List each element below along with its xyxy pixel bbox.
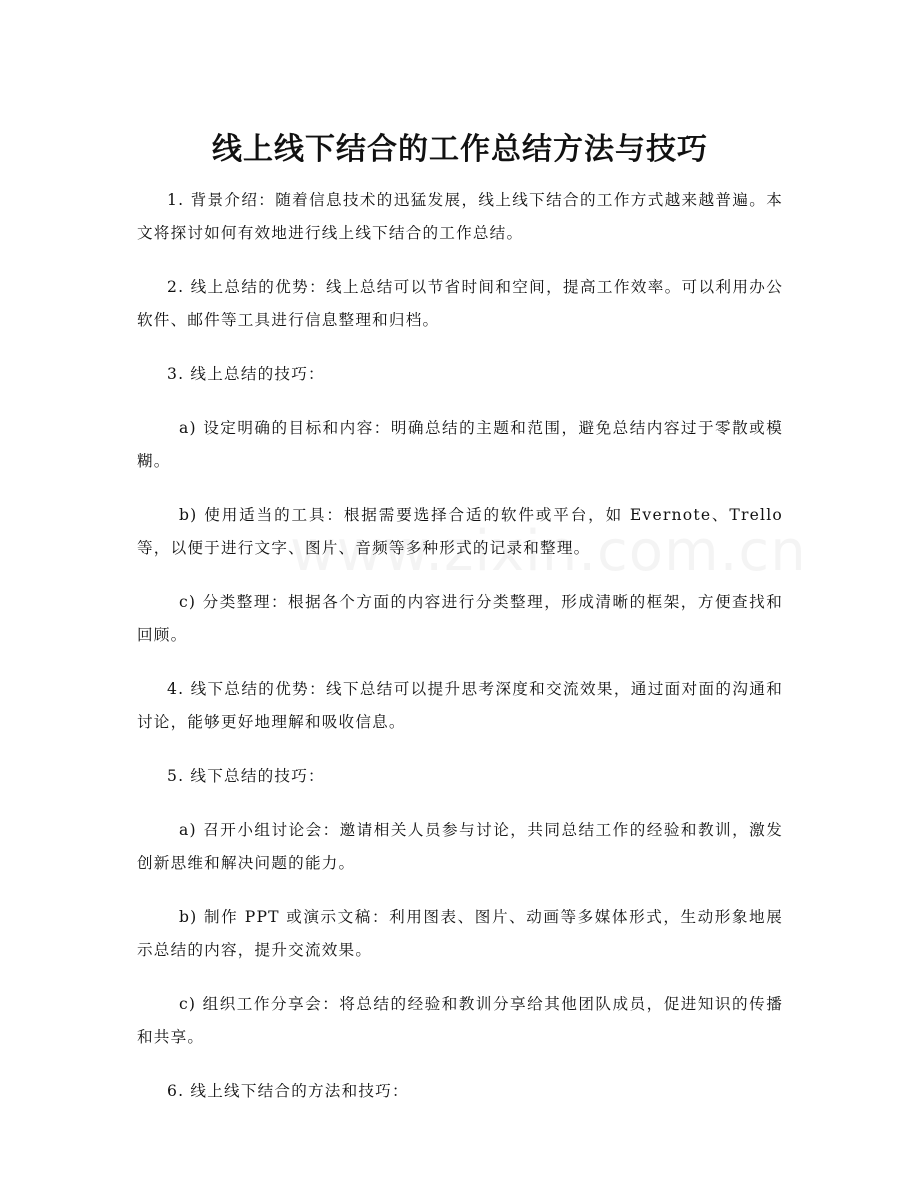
paragraph-3b: b) 使用适当的工具：根据需要选择合适的软件或平台，如 Evernote、Trello 等，以便于进行文字、图片、音频等多种形式的记录和整理。 (137, 506, 783, 557)
paragraph-5a: a) 召开小组讨论会：邀请相关人员参与讨论，共同总结工作的经验和教训，激发创新思维和解决问题的能力。 (137, 821, 783, 872)
document-title: 线上线下结合的工作总结方法与技巧 (212, 132, 708, 168)
paragraph-3-online-tips: 3. 线上总结的技巧： (167, 365, 325, 383)
paragraph-6-combined-methods: 6. 线上线下结合的方法和技巧： (167, 1082, 409, 1100)
paragraph-3a: a) 设定明确的目标和内容：明确总结的主题和范围，避免总结内容过于零散或模糊。 (137, 419, 783, 470)
paragraph-4-offline-advantages: 4. 线下总结的优势：线下总结可以提升思考深度和交流效果，通过面对面的沟通和讨论，能够更好地理解和吸收信息。 (137, 680, 783, 731)
paragraph-2-online-advantages: 2. 线上总结的优势：线上总结可以节省时间和空间，提高工作效率。可以利用办公软件、邮件等工具进行信息整理和归档。 (137, 278, 783, 329)
paragraph-1-background: 1. 背景介绍：随着信息技术的迅猛发展，线上线下结合的工作方式越来越普遍。本文将探讨如何有效地进行线上线下结合的工作总结。 (137, 191, 783, 242)
paragraph-5c: c) 组织工作分享会：将总结的经验和教训分享给其他团队成员，促进知识的传播和共享。 (137, 995, 783, 1046)
paragraph-3c: c) 分类整理：根据各个方面的内容进行分类整理，形成清晰的框架，方便查找和回顾。 (137, 593, 783, 644)
document-body (137, 184, 783, 1129)
paragraph-5-offline-tips: 5. 线下总结的技巧： (167, 767, 325, 785)
paragraph-5b: b) 制作 PPT 或演示文稿：利用图表、图片、动画等多媒体形式，生动形象地展示总结的内容，提升交流效果。 (137, 908, 783, 959)
